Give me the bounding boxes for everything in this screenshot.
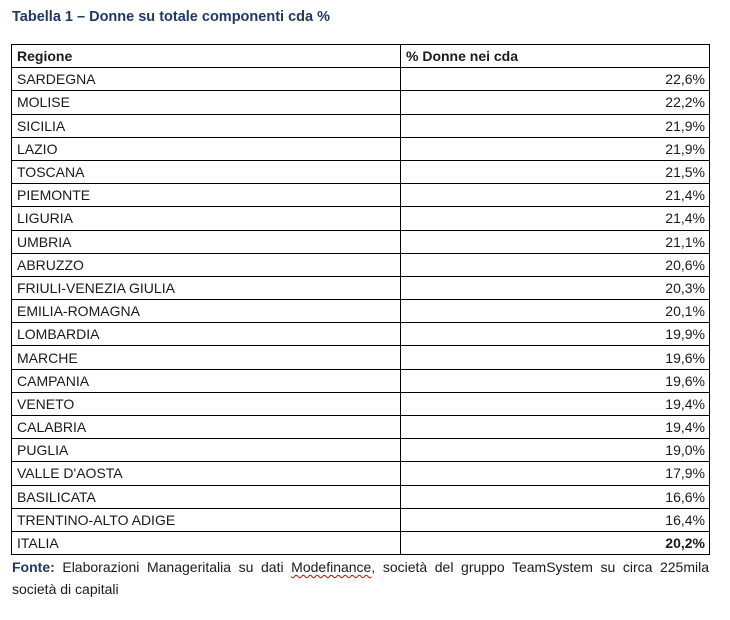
- value-cell: 16,6%: [401, 485, 710, 508]
- region-cell: LIGURIA: [12, 207, 401, 230]
- table-row: [12, 207, 710, 230]
- value-cell: 21,4%: [401, 184, 710, 207]
- value-cell: 20,1%: [401, 300, 710, 323]
- table-row: [12, 485, 710, 508]
- table-row: [12, 369, 710, 392]
- region-cell: MOLISE: [12, 91, 401, 114]
- source-note: [12, 556, 709, 600]
- source-text-after: , società del gruppo TeamSystem su circa 225mila società di capitali: [12, 559, 710, 597]
- value-cell: 21,9%: [401, 137, 710, 160]
- table-row: [12, 346, 710, 369]
- header-donne-cda: % Donne nei cda: [401, 45, 710, 68]
- total-value-cell: 20,2%: [401, 531, 710, 554]
- table-row: [12, 68, 710, 91]
- region-cell: EMILIA-ROMAGNA: [12, 300, 401, 323]
- total-region-cell: ITALIA: [12, 531, 401, 554]
- table-row: [12, 439, 710, 462]
- table-row: [12, 184, 710, 207]
- value-cell: 19,4%: [401, 416, 710, 439]
- region-cell: FRIULI-VENEZIA GIULIA: [12, 276, 401, 299]
- table-row: [12, 508, 710, 531]
- region-cell: VALLE D'AOSTA: [12, 462, 401, 485]
- region-cell: TRENTINO-ALTO ADIGE: [12, 508, 401, 531]
- table-row: [12, 91, 710, 114]
- table-row: [12, 114, 710, 137]
- value-cell: 19,0%: [401, 439, 710, 462]
- region-cell: SARDEGNA: [12, 68, 401, 91]
- table-row: [12, 253, 710, 276]
- region-cell: PIEMONTE: [12, 184, 401, 207]
- table-row: [12, 416, 710, 439]
- table-row: [12, 300, 710, 323]
- region-cell: PUGLIA: [12, 439, 401, 462]
- value-cell: 16,4%: [401, 508, 710, 531]
- value-cell: 17,9%: [401, 462, 710, 485]
- source-text-before: Elaborazioni Manageritalia su dati: [54, 559, 292, 575]
- value-cell: 19,4%: [401, 392, 710, 415]
- value-cell: 19,6%: [401, 369, 710, 392]
- table-row: [12, 392, 710, 415]
- value-cell: 19,9%: [401, 323, 710, 346]
- region-cell: UMBRIA: [12, 230, 401, 253]
- value-cell: 21,1%: [401, 230, 710, 253]
- value-cell: 22,6%: [401, 68, 710, 91]
- value-cell: 20,6%: [401, 253, 710, 276]
- table-row: [12, 137, 710, 160]
- region-cell: CAMPANIA: [12, 369, 401, 392]
- region-cell: LAZIO: [12, 137, 401, 160]
- value-cell: 21,4%: [401, 207, 710, 230]
- value-cell: 22,2%: [401, 91, 710, 114]
- value-cell: 21,5%: [401, 160, 710, 183]
- table-row: [12, 276, 710, 299]
- table-row: [12, 323, 710, 346]
- table-header-row: [12, 45, 710, 68]
- total-row: [12, 531, 710, 554]
- value-cell: 21,9%: [401, 114, 710, 137]
- table-row: [12, 462, 710, 485]
- region-cell: ABRUZZO: [12, 253, 401, 276]
- region-cell: MARCHE: [12, 346, 401, 369]
- source-underlined-word: Modefinance: [291, 559, 372, 575]
- region-cell: LOMBARDIA: [12, 323, 401, 346]
- region-cell: SICILIA: [12, 114, 401, 137]
- table-row: [12, 160, 710, 183]
- region-cell: BASILICATA: [12, 485, 401, 508]
- table-row: [12, 230, 710, 253]
- region-cell: VENETO: [12, 392, 401, 415]
- region-cell: CALABRIA: [12, 416, 401, 439]
- value-cell: 20,3%: [401, 276, 710, 299]
- header-regione: Regione: [12, 45, 401, 68]
- region-cell: TOSCANA: [12, 160, 401, 183]
- table-title: Tabella 1 – Donne su totale componenti cda %: [12, 9, 330, 25]
- source-label: Fonte:: [12, 559, 55, 575]
- data-table: [11, 44, 710, 555]
- value-cell: 19,6%: [401, 346, 710, 369]
